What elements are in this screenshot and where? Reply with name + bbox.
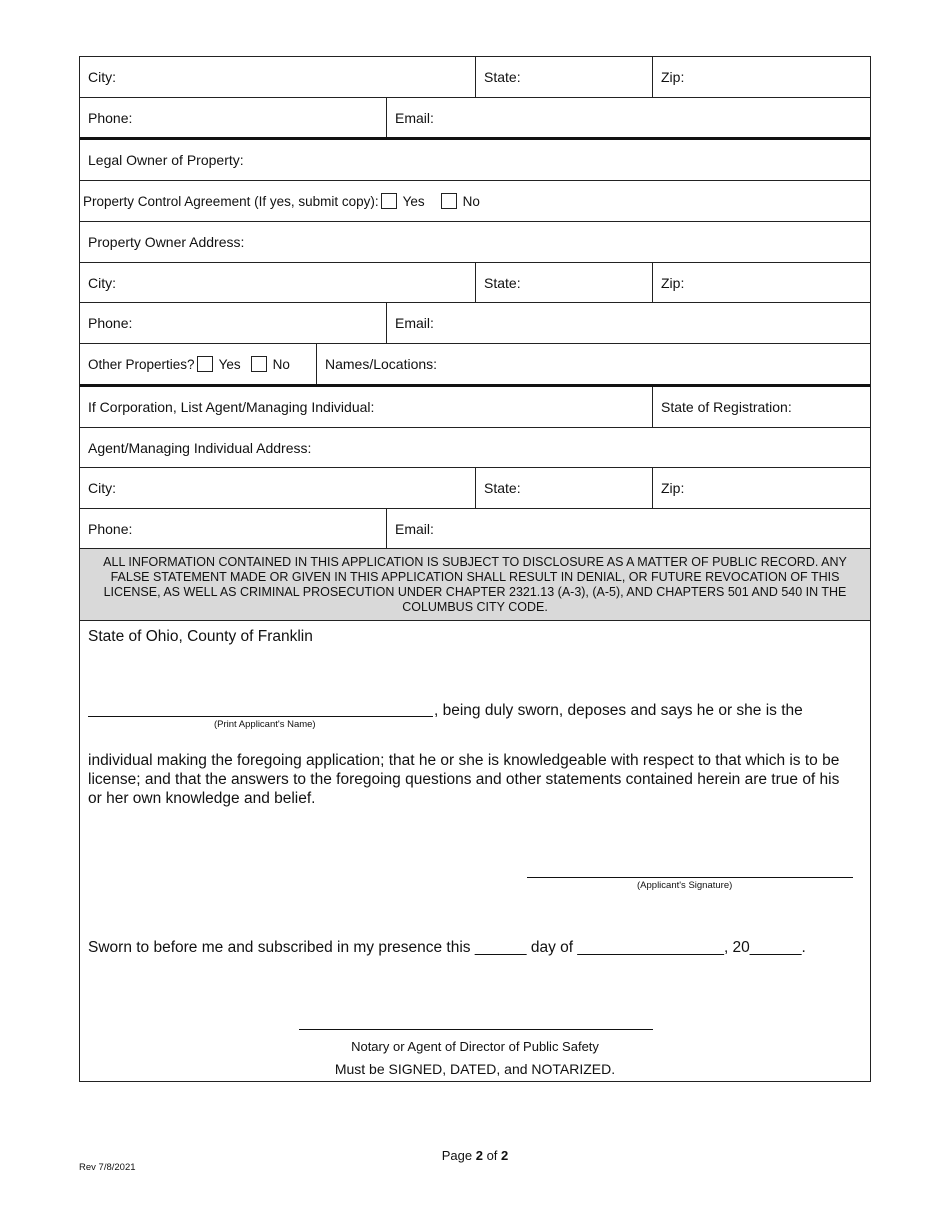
owner-address-field[interactable]: Property Owner Address: (88, 234, 245, 250)
control-agreement-field (80, 181, 872, 221)
agent-address-field[interactable]: Agent/Managing Individual Address: (88, 439, 312, 456)
phone-field[interactable]: Phone: (88, 520, 133, 537)
notary-label: Notary or Agent of Director of Public Safety (351, 1039, 599, 1054)
legal-owner-field[interactable]: Legal Owner of Property: (88, 152, 244, 168)
city-field[interactable]: City: (88, 69, 116, 85)
phone-field[interactable]: Phone: (88, 109, 133, 126)
yes-label: Yes (402, 193, 425, 209)
notarize-requirement: Must be SIGNED, DATED, and NOTARIZED. (334, 1061, 616, 1077)
other-properties-field (80, 344, 316, 384)
city-state-zip-row-3 (80, 468, 870, 509)
corporation-agent-row (80, 387, 870, 428)
other-properties-label: Other Properties? (88, 356, 195, 372)
agent-address-row (80, 428, 870, 468)
phone-field[interactable]: Phone: (88, 315, 133, 331)
corporation-agent-field[interactable]: If Corporation, List Agent/Managing Individual: (88, 399, 375, 415)
phone-email-row-3 (80, 509, 870, 549)
state-registration-field[interactable]: State of Registration: (652, 387, 872, 427)
print-name-label: (Print Applicant's Name) (214, 719, 316, 730)
sworn-before-statement: Sworn to before me and subscribed in my presence this ______ day of _________________, 20______. (88, 939, 806, 956)
control-agreement-yes-checkbox[interactable] (381, 193, 397, 209)
signature-label: (Applicant's Signature) (637, 880, 733, 891)
application-form (79, 56, 871, 1082)
phone-email-row-2 (80, 303, 870, 344)
print-name-line[interactable] (88, 716, 433, 717)
signature-line[interactable] (527, 877, 853, 878)
email-field[interactable]: Email: (386, 509, 872, 548)
zip-field[interactable]: Zip: (652, 468, 872, 508)
disclosure-notice: ALL INFORMATION CONTAINED IN THIS APPLICATION IS SUBJECT TO DISCLOSURE AS A MATTER OF PUBLIC RECORD. ANY FALSE STATEMENT MADE OR GIVEN IN THIS APPLICATION SHALL RESULT IN DENIAL, OR FUTURE REVOCATION OF THIS LICENSE, AS WELL AS CRIMINAL PROSECUTION UNDER CHAPTER 2321.13 (A-3), (A-5), AND CHAPTERS 501 AND 540 IN THE COLUMBUS CITY CODE. (80, 549, 870, 621)
other-properties-yes-checkbox[interactable] (197, 356, 213, 372)
state-field[interactable]: State: (475, 263, 652, 302)
oath-body: individual making the foregoing application; that he or she is knowledgeable with respect to that which is to be license; and that the answers to the foregoing questions and other statements contained herein are true of his or her own knowledge and belief. (88, 752, 840, 807)
control-agreement-no-checkbox[interactable] (441, 193, 457, 209)
zip-field[interactable]: Zip: (652, 57, 872, 97)
control-agreement-row (80, 181, 870, 222)
notary-line[interactable] (299, 1029, 653, 1030)
city-state-zip-row-1 (80, 57, 870, 98)
phone-email-row-1 (80, 98, 870, 140)
legal-owner-row (80, 140, 870, 181)
email-field[interactable]: Email: (386, 303, 872, 343)
state-field[interactable]: State: (475, 57, 652, 97)
no-label: No (272, 356, 290, 372)
city-field[interactable]: City: (88, 274, 116, 291)
page-number: Page 2 of 2 (441, 1148, 509, 1163)
control-agreement-label: Property Control Agreement (If yes, submit copy): (83, 193, 379, 209)
no-label: No (462, 193, 480, 209)
email-field[interactable]: Email: (386, 98, 872, 137)
sworn-statement-suffix: , being duly sworn, deposes and says he or she is the (434, 702, 803, 719)
revision-date: Rev 7/8/2021 (79, 1162, 136, 1173)
yes-label: Yes (218, 356, 241, 372)
other-properties-row (80, 344, 870, 387)
city-state-zip-row-2 (80, 263, 870, 303)
city-field[interactable]: City: (88, 480, 116, 496)
zip-field[interactable]: Zip: (652, 263, 872, 302)
other-properties-no-checkbox[interactable] (251, 356, 267, 372)
owner-address-row (80, 222, 870, 263)
state-field[interactable]: State: (475, 468, 652, 508)
names-locations-field[interactable]: Names/Locations: (316, 344, 872, 384)
county-heading: State of Ohio, County of Franklin (88, 628, 313, 645)
